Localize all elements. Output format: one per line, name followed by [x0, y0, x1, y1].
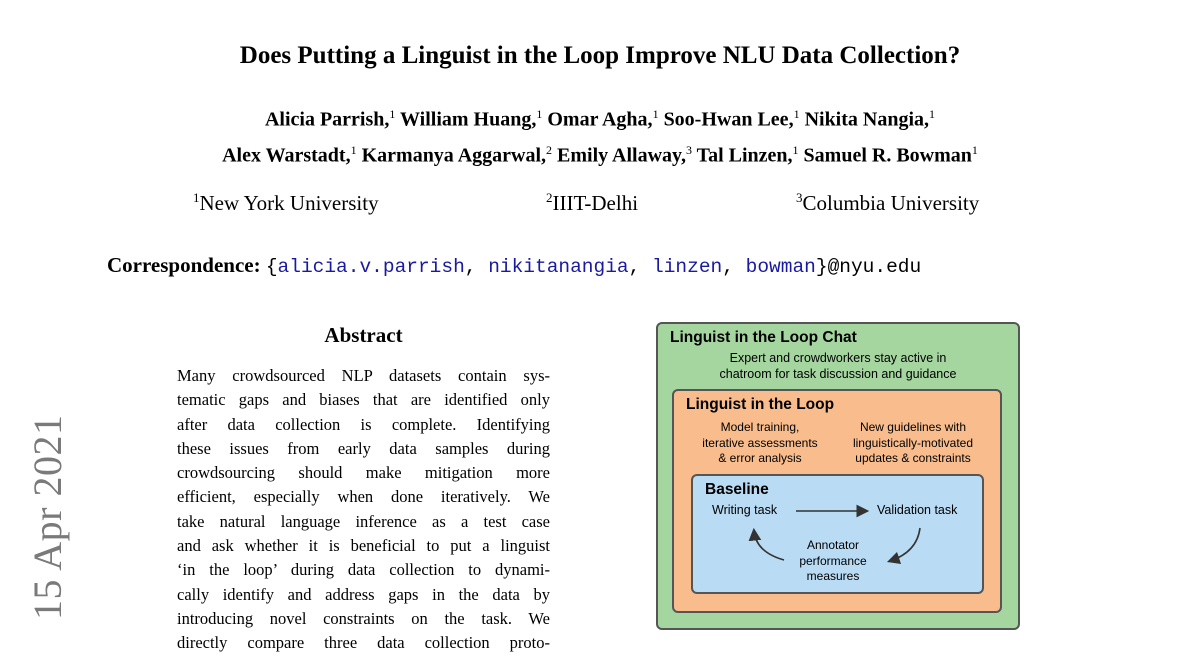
author-name: William Huang,: [400, 108, 537, 131]
email-separator: ,: [628, 256, 653, 278]
affil-number: 1: [193, 190, 200, 205]
author-affil-mark: 1: [652, 107, 659, 121]
abstract-line: introducing novel constraints on the task. We: [177, 608, 550, 628]
brace-open: {: [265, 256, 278, 278]
annot-line: measures: [806, 569, 860, 583]
loop-right-line: updates & constraints: [855, 451, 971, 465]
abstract-line: ‘in the loop’ during data collection to dynami-: [177, 560, 550, 580]
abstract-line: after data collection is complete. Identifying: [177, 414, 550, 434]
author-name: Alicia Parrish,: [264, 108, 390, 131]
abstract-line: directly compare three data collection proto-: [177, 633, 550, 653]
author-affil-mark: 1: [792, 142, 799, 157]
chat-desc-line: Expert and crowdworkers stay active in: [729, 351, 947, 365]
abstract-line: tematic gaps and biases that are identified only: [177, 390, 550, 410]
author-affil-mark: 1: [929, 107, 936, 121]
email-link[interactable]: alicia.v.parrish: [277, 256, 465, 278]
arrow-measures-to-writing: [754, 531, 784, 560]
author-affil-mark: 1: [971, 142, 978, 157]
affil-number: 2: [546, 190, 553, 205]
author-name: Nikita Nangia,: [804, 108, 930, 131]
abstract-line: cally identify and address gaps in the data by: [177, 584, 550, 604]
validation-task-label: Validation task: [877, 503, 958, 517]
email-link[interactable]: linzen: [652, 256, 723, 278]
affil-name: Columbia University: [802, 191, 980, 215]
affil-name: IIIT-Delhi: [552, 191, 639, 215]
author-affil-mark: 2: [546, 142, 553, 157]
abstract-line: these issues from early data samples during: [177, 438, 550, 458]
paper-title: Does Putting a Linguist in the Loop Improve NLU Data Collection?: [239, 42, 961, 69]
author-name: Alex Warstadt,: [222, 144, 351, 167]
loop-right-line: linguistically-motivated: [852, 435, 974, 450]
annot-line: performance: [799, 553, 867, 568]
writing-task-label: Writing task: [712, 503, 778, 517]
chat-desc-line: chatroom for task discussion and guidance: [719, 366, 957, 381]
loop-left-line: Model training,: [720, 420, 800, 434]
arxiv-date-stamp: 15 Apr 2021: [25, 414, 70, 620]
abstract-line: and ask whether it is beneficial to put a linguist: [177, 536, 550, 556]
author-name: Emily Allaway,: [557, 144, 686, 167]
loop-right-line: New guidelines with: [859, 420, 967, 434]
author-name: Soo-Hwan Lee,: [663, 108, 794, 131]
email-separator: ,: [722, 256, 746, 278]
abstract-line: crowdsourcing should make mitigation more: [177, 463, 550, 483]
author-name: Samuel R. Bowman: [803, 144, 972, 167]
email-separator: ,: [464, 256, 489, 278]
baseline-title: Baseline: [705, 481, 769, 498]
author-name: Tal Linzen,: [696, 144, 793, 167]
chat-title: Linguist in the Loop Chat: [670, 329, 857, 346]
affil-name: New York University: [199, 191, 379, 215]
author-affil-mark: 1: [793, 107, 800, 121]
affil-number: 3: [796, 190, 803, 205]
email-domain: @nyu.edu: [827, 256, 922, 278]
abstract-line: efficient, especially when done iteratively. We: [177, 487, 550, 507]
author-name: Karmanya Aggarwal,: [361, 144, 547, 167]
author-affil-mark: 1: [389, 107, 396, 121]
author-affil-mark: 1: [536, 107, 543, 121]
author-name: Omar Agha,: [547, 108, 653, 131]
abstract-line: Many crowdsourced NLP datasets contain sys-: [177, 366, 550, 385]
author-affil-mark: 3: [685, 142, 692, 157]
loop-left-line: & error analysis: [718, 451, 802, 465]
abstract-heading: Abstract: [324, 323, 403, 347]
author-affil-mark: 1: [350, 142, 357, 157]
loop-left-line: iterative assessments: [702, 435, 818, 450]
abstract-line: take natural language inference as a test case: [177, 511, 550, 531]
email-link[interactable]: nikitanangia: [488, 256, 629, 278]
arrow-validation-to-measures: [890, 528, 920, 561]
email-link[interactable]: bowman: [745, 256, 816, 278]
loop-title: Linguist in the Loop: [686, 396, 835, 413]
correspondence-label: Correspondence:: [107, 253, 261, 277]
annot-line: Annotator: [806, 538, 860, 552]
brace-close: }: [815, 256, 828, 278]
